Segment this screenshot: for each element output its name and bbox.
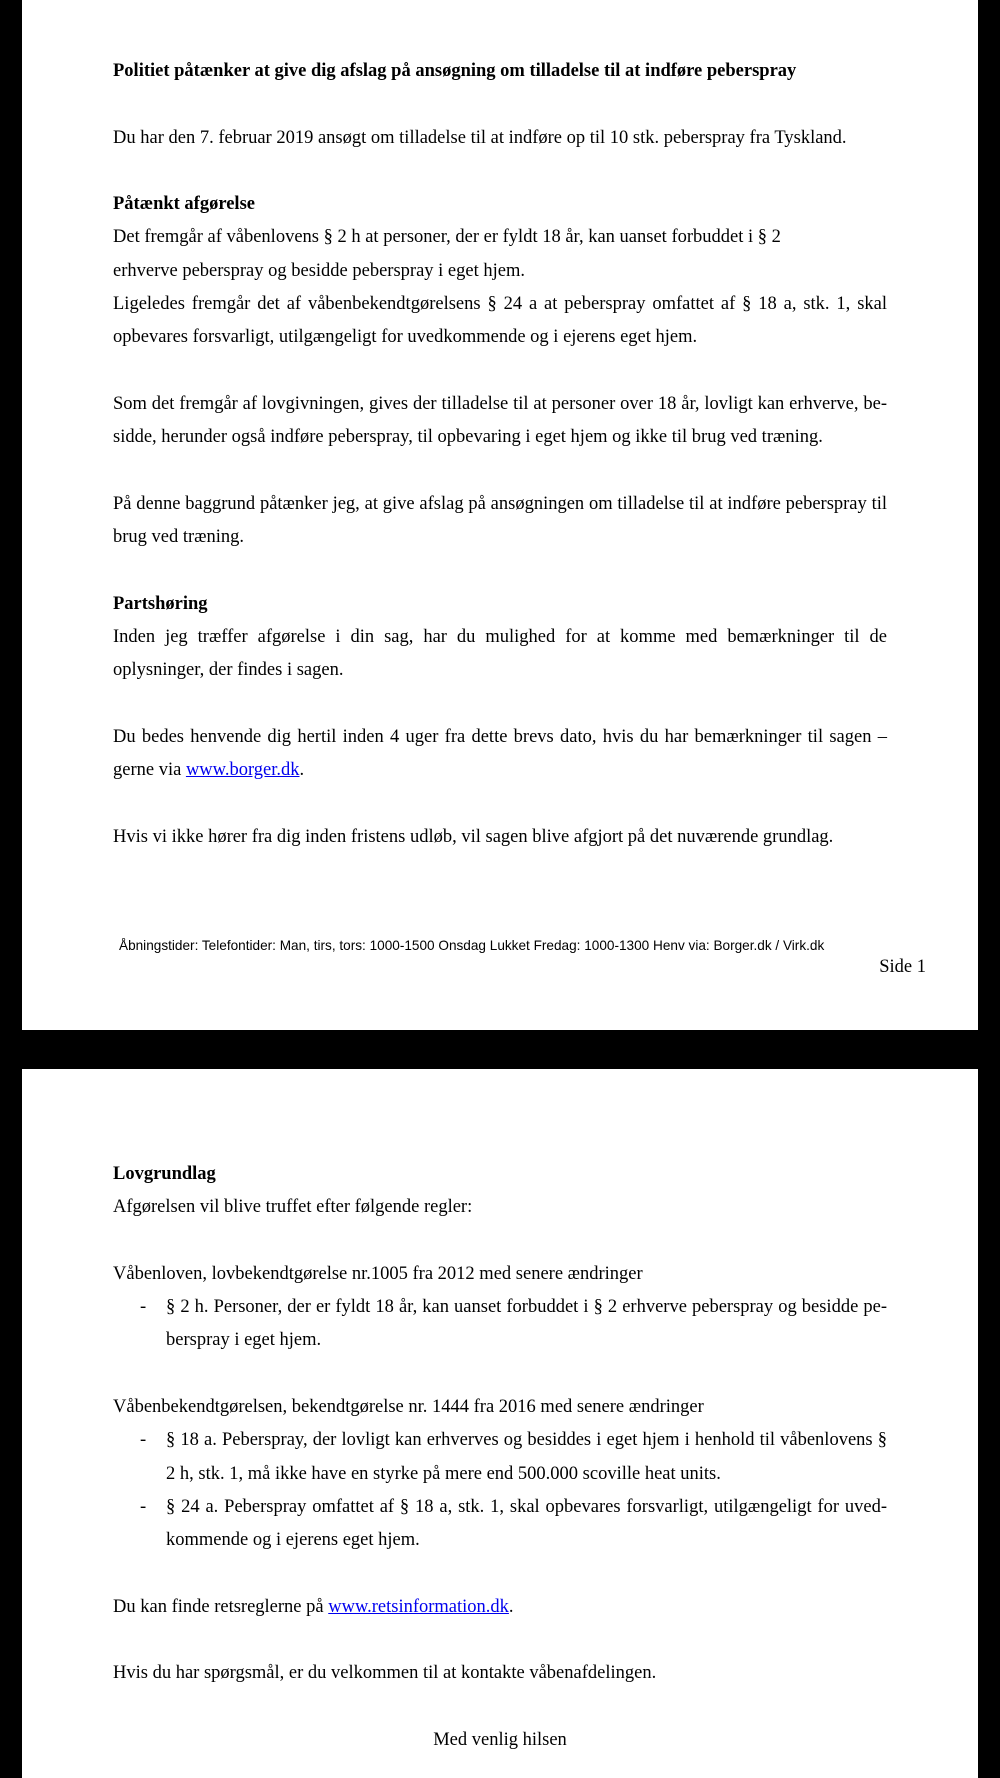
page-number: Side 1 (879, 957, 926, 977)
letter-title: Politiet påtænker at give dig afslag på ansøgning om tilladelse til at indføre peberspray (113, 61, 797, 81)
borger-link[interactable]: www.borger.dk (185, 760, 300, 781)
bullet-marker: - (140, 1297, 147, 1318)
contact-paragraph: Hvis du har spørgsmål, er du velkommen til at kontakte våbenafdelingen. (113, 1663, 657, 1684)
hearing-text: Du bedes henvende dig hertil inden 4 uger fra dette brevs dato, hvis du har bemærkninger til sagen – gerne via (113, 726, 887, 781)
retsinformation-link[interactable]: www.retsinformation.dk (328, 1596, 509, 1617)
hearing-paragraph-3: Hvis vi ikke hører fra dig inden fristens udløb, vil sagen blive afgjort på det nuværende grundlag. (113, 826, 834, 847)
decision-line-1: Det fremgår af våbenlovens § 2 h at personer, der er fyldt 18 år, kan uanset forbuddet i § 2 (113, 227, 781, 248)
law-1-item-1: § 2 h. Personer, der er fyldt 18 år, kan uanset forbuddet i § 2 erhverve peberspray og besidde peberspray i eget hjem. (166, 1297, 887, 1351)
legal-basis-intro: Afgørelsen vil blive truffet efter følgende regler: (113, 1197, 473, 1218)
section-heading-decision: Påtænkt afgørelse (113, 194, 255, 215)
bullet-marker: - (140, 1496, 147, 1517)
rules-paragraph (113, 1591, 887, 1624)
law-2-title: Våbenbekendtgørelsen, bekendtgørelse nr. 1444 fra 2016 med senere ændringer (113, 1397, 704, 1418)
page-1-content (113, 55, 887, 854)
decision-paragraph-4: På denne baggrund påtænker jeg, at give afslag på ansøgningen om tilladelse til at indføre peberspray til brug ved træning. (113, 493, 887, 548)
list-item (140, 1291, 887, 1358)
section-heading-hearing: Partshøring (113, 593, 208, 614)
page-1 (22, 0, 978, 1030)
bullet-marker: - (140, 1430, 147, 1451)
rules-period: . (508, 1596, 514, 1617)
page-footer: Åbningstider: Telefontider: Man, tirs, tors: 1000-1500 Onsdag Lukket Fredag: 1000-1300 Henv via: Borger.dk / Virk.dk (119, 938, 825, 953)
list-item (140, 1424, 887, 1491)
law-1-title: Våbenloven, lovbekendtgørelse nr.1005 fra 2012 med senere ændringer (113, 1263, 643, 1284)
page-2 (22, 1069, 978, 1778)
decision-line-2: erhverve peberspray og besidde peberspray i eget hjem. (113, 260, 525, 281)
law-2-item-2: § 24 a. Peberspray omfattet af § 18 a, stk. 1, skal opbevares forsvarligt, utilgængeligt for uvedkommende og i ejerens eget hjem. (166, 1496, 887, 1551)
hearing-paragraph-2 (113, 721, 887, 788)
hearing-paragraph-1: Inden jeg træffer afgørelse i din sag, har du mulighed for at komme med bemærkninger til de oplysninger, der findes i sagen. (113, 627, 887, 681)
decision-paragraph-2: Ligeledes fremgår det af våbenbekendtgørelsens § 24 a at peberspray omfattet af § 18 a, stk. 1, skal opbevares forsvarligt, utilgængeligt for uvedkommende og i ejerens eget hjem. (113, 294, 887, 348)
hearing-period: . (299, 760, 305, 781)
section-heading-legal-basis: Lovgrundlag (113, 1164, 216, 1184)
list-item (140, 1491, 887, 1558)
law-2-item-1: § 18 a. Peberspray, der lovligt kan erhverves og besiddes i eget hjem i henhold til våbenlovens § 2 h, stk. 1, må ikke have en styrke på mere end 500.000 scoville heat units. (166, 1430, 887, 1484)
page-2-content (113, 1158, 887, 1757)
rules-text: Du kan finde retsreglerne på (113, 1596, 329, 1617)
signoff: Med venlig hilsen (433, 1730, 567, 1751)
decision-paragraph-3: Som det fremgår af lovgivningen, gives der tilladelse til at personer over 18 år, lovligt kan erhverve, besidde, herunder også indføre peberspray, til opbevaring i eget hjem og ikke til brug ved træning. (113, 393, 887, 448)
intro-paragraph: Du har den 7. februar 2019 ansøgt om tilladelse til at indføre op til 10 stk. peberspray fra Tyskland. (113, 127, 847, 148)
